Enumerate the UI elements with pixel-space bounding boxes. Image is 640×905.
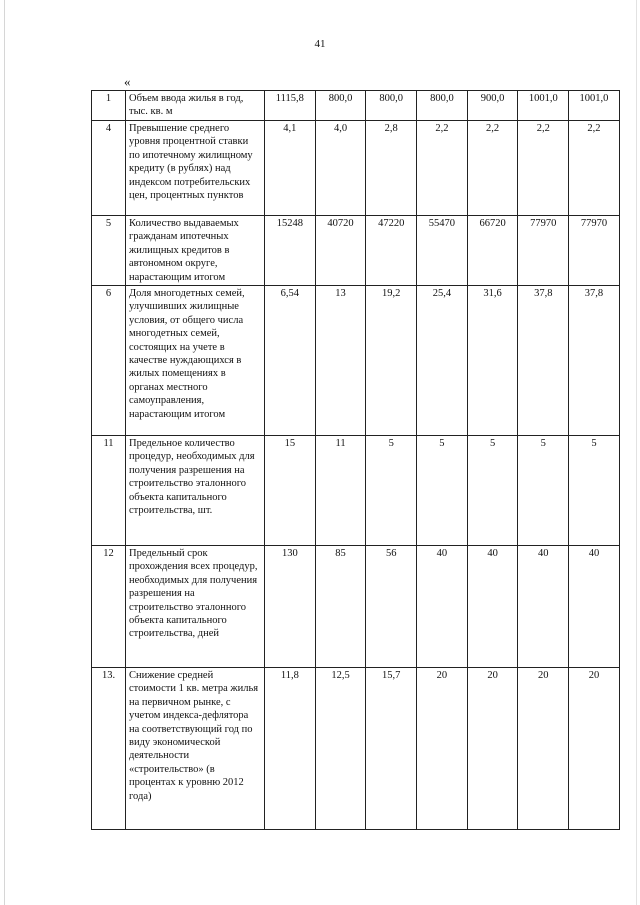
value-cell: 2,2 [467,121,518,216]
indicator-name: Доля многодетных семей, улучшивших жилищные условия, от общего числа многодетных семей, состоящих на учете в качестве нуждающихся в жилых помещениях в органах местного самоуправления, нарастающим итогом [126,286,265,436]
row-number: 13. [92,668,126,830]
value-cell: 55470 [417,216,468,286]
value-cell: 15,7 [366,668,417,830]
table-row [92,286,620,436]
value-cell: 85 [315,546,366,668]
row-number: 4 [92,121,126,216]
table-row [92,546,620,668]
value-cell: 5 [569,436,620,546]
scan-edge-right [636,0,637,905]
value-cell: 15248 [265,216,316,286]
value-cell: 56 [366,546,417,668]
indicator-name: Объем ввода жилья в год, тыс. кв. м [126,91,265,121]
row-number: 11 [92,436,126,546]
opening-quote-mark: « [124,74,131,89]
table-row [92,121,620,216]
value-cell: 37,8 [518,286,569,436]
row-number: 5 [92,216,126,286]
value-cell: 20 [467,668,518,830]
value-cell: 40 [467,546,518,668]
value-cell: 5 [417,436,468,546]
value-cell: 4,1 [265,121,316,216]
value-cell: 40 [417,546,468,668]
indicators-table [91,90,620,830]
indicator-name: Снижение средней стоимости 1 кв. метра жилья на первичном рынке, с учетом индекса-дефлятора на соответствующий год по виду экономической деятельности «строительство» (в процентах к уровню 2012 года) [126,668,265,830]
value-cell: 20 [518,668,569,830]
value-cell: 12,5 [315,668,366,830]
value-cell: 4,0 [315,121,366,216]
value-cell: 20 [417,668,468,830]
value-cell: 6,54 [265,286,316,436]
value-cell: 25,4 [417,286,468,436]
value-cell: 1001,0 [518,91,569,121]
row-number: 6 [92,286,126,436]
value-cell: 13 [315,286,366,436]
value-cell: 40720 [315,216,366,286]
value-cell: 800,0 [315,91,366,121]
value-cell: 2,2 [518,121,569,216]
value-cell: 47220 [366,216,417,286]
table-row [92,436,620,546]
value-cell: 77970 [518,216,569,286]
value-cell: 800,0 [417,91,468,121]
value-cell: 5 [518,436,569,546]
value-cell: 130 [265,546,316,668]
value-cell: 1115,8 [265,91,316,121]
value-cell: 19,2 [366,286,417,436]
page-number: 41 [314,38,326,50]
value-cell: 40 [569,546,620,668]
value-cell: 900,0 [467,91,518,121]
value-cell: 77970 [569,216,620,286]
value-cell: 1001,0 [569,91,620,121]
value-cell: 5 [467,436,518,546]
value-cell: 40 [518,546,569,668]
row-number: 1 [92,91,126,121]
table-row [92,91,620,121]
value-cell: 2,8 [366,121,417,216]
row-number: 12 [92,546,126,668]
indicator-name: Предельный срок прохождения всех процедур, необходимых для получения разрешения на строительство эталонного объекта капитального строительства, дней [126,546,265,668]
indicator-name: Предельное количество процедур, необходимых для получения разрешения на строительство эталонного объекта капитального строительства, шт. [126,436,265,546]
value-cell: 800,0 [366,91,417,121]
indicator-name: Превышение среднего уровня процентной ставки по ипотечному жилищному кредиту (в рублях) над индексом потребительских цен, процентных пунктов [126,121,265,216]
value-cell: 2,2 [417,121,468,216]
value-cell: 31,6 [467,286,518,436]
value-cell: 11,8 [265,668,316,830]
value-cell: 2,2 [569,121,620,216]
table-row [92,668,620,830]
value-cell: 15 [265,436,316,546]
indicator-name: Количество выдаваемых гражданам ипотечных жилищных кредитов в автономном округе, нарастающим итогом [126,216,265,286]
value-cell: 20 [569,668,620,830]
value-cell: 5 [366,436,417,546]
table-row [92,216,620,286]
scan-edge-left [4,0,5,905]
value-cell: 66720 [467,216,518,286]
value-cell: 37,8 [569,286,620,436]
value-cell: 11 [315,436,366,546]
